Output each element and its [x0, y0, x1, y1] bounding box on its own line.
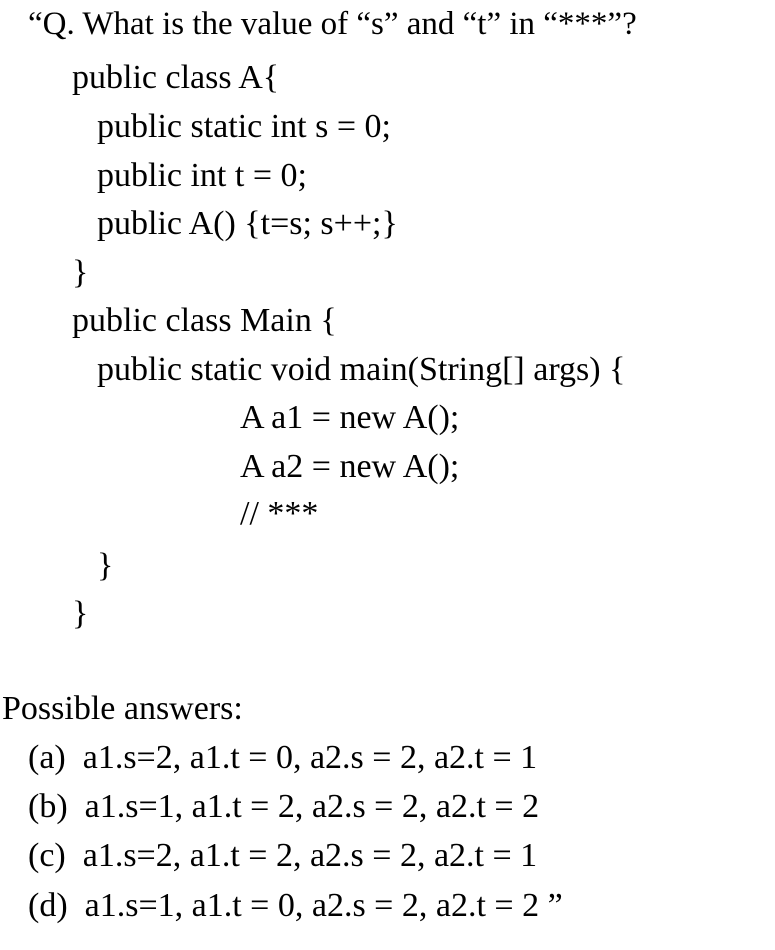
- code-class-main-close: }: [72, 595, 89, 632]
- answer-option-d: (d) a1.s=1, a1.t = 0, a2.s = 2, a2.t = 2 ”: [28, 887, 563, 924]
- code-class-a-close: }: [72, 254, 89, 291]
- code-class-main-header: public class Main {: [72, 302, 337, 339]
- code-instance-field: public int t = 0;: [97, 157, 307, 194]
- code-static-field: public static int s = 0;: [97, 108, 391, 145]
- code-class-a-header: public class A{: [72, 59, 280, 96]
- code-stmt-a2: A a2 = new A();: [240, 448, 460, 485]
- code-comment: // ***: [240, 495, 319, 532]
- answer-option-a: (a) a1.s=2, a1.t = 0, a2.s = 2, a2.t = 1: [28, 739, 538, 776]
- code-method-close: }: [97, 547, 114, 584]
- code-main-method: public static void main(String[] args) {: [97, 351, 626, 388]
- answers-heading: Possible answers:: [2, 690, 243, 727]
- code-stmt-a1: A a1 = new A();: [240, 399, 460, 436]
- answer-option-b: (b) a1.s=1, a1.t = 2, a2.s = 2, a2.t = 2: [28, 788, 540, 825]
- code-constructor: public A() {t=s; s++;}: [97, 205, 398, 242]
- answer-option-c: (c) a1.s=2, a1.t = 2, a2.s = 2, a2.t = 1: [28, 837, 538, 874]
- question-text: “Q. What is the value of “s” and “t” in “***”?: [28, 6, 637, 42]
